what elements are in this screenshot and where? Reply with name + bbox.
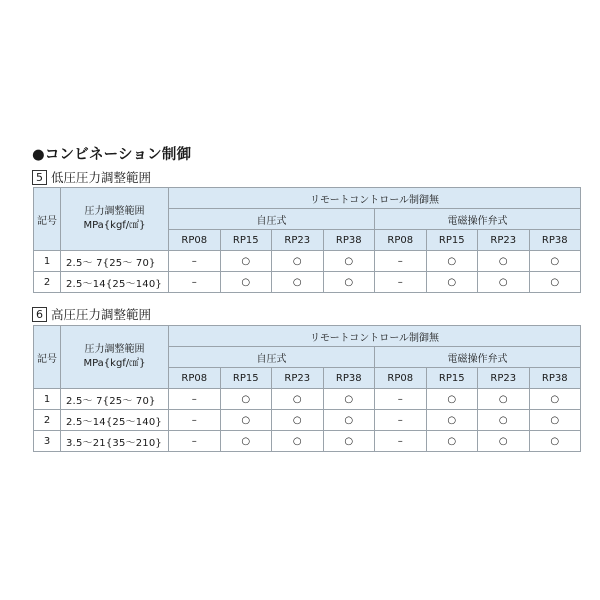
table-row [34, 431, 581, 452]
section-6-number: 6 [32, 307, 47, 322]
row-symbol: 2 [34, 410, 61, 431]
symbol-header: 記号 [34, 326, 61, 389]
model-header: RP23 [272, 230, 324, 251]
cell-mark: ○ [220, 272, 272, 293]
model-header: RP15 [426, 230, 478, 251]
solenoid-valve-header: 電磁操作弁式 [375, 209, 581, 230]
solenoid-valve-header: 電磁操作弁式 [375, 347, 581, 368]
cell-mark: ○ [323, 272, 375, 293]
control-group-header: リモートコントロール制御無 [169, 188, 581, 209]
cell-mark: – [169, 431, 221, 452]
cell-mark: – [169, 389, 221, 410]
table-row [34, 389, 581, 410]
cell-mark: – [375, 389, 427, 410]
cell-mark: – [169, 410, 221, 431]
row-range: 2.5～ 7{25～ 70} [61, 251, 169, 272]
cell-mark: ○ [323, 431, 375, 452]
model-header: RP15 [220, 368, 272, 389]
cell-mark: ○ [220, 431, 272, 452]
cell-mark: ○ [529, 410, 581, 431]
section-5-number: 5 [32, 170, 47, 185]
cell-mark: – [375, 410, 427, 431]
row-symbol: 3 [34, 431, 61, 452]
model-header: RP23 [478, 230, 530, 251]
cell-mark: ○ [478, 431, 530, 452]
model-header: RP08 [169, 230, 221, 251]
cell-mark: ○ [426, 431, 478, 452]
model-header: RP08 [375, 230, 427, 251]
cell-mark: – [375, 431, 427, 452]
cell-mark: ○ [220, 410, 272, 431]
section-6-title: 高圧圧力調整範囲 [51, 307, 152, 322]
cell-mark: ○ [220, 389, 272, 410]
model-header: RP23 [272, 368, 324, 389]
cell-mark: ○ [323, 251, 375, 272]
section-6-table [33, 325, 581, 452]
cell-mark: – [169, 251, 221, 272]
cell-mark: ○ [426, 251, 478, 272]
model-header: RP38 [529, 368, 581, 389]
model-header: RP15 [220, 230, 272, 251]
table-row [34, 272, 581, 293]
cell-mark: ○ [426, 389, 478, 410]
cell-mark: ○ [478, 389, 530, 410]
cell-mark: – [169, 272, 221, 293]
range-header: 圧力調整範囲 MPa{kgf/㎠} [61, 326, 169, 389]
model-header: RP38 [323, 230, 375, 251]
cell-mark: ○ [478, 251, 530, 272]
cell-mark: ○ [323, 410, 375, 431]
cell-mark: ○ [426, 272, 478, 293]
cell-mark: ○ [478, 272, 530, 293]
self-pressure-header: 自圧式 [169, 209, 375, 230]
model-header: RP23 [478, 368, 530, 389]
cell-mark: ○ [272, 431, 324, 452]
cell-mark: – [375, 251, 427, 272]
section-5-table [33, 187, 581, 293]
cell-mark: ○ [426, 410, 478, 431]
cell-mark: ○ [478, 410, 530, 431]
section-5-title: 低圧圧力調整範囲 [51, 170, 152, 185]
page-heading: ●コンビネーション制御 [32, 147, 192, 163]
row-range: 2.5～14{25～140} [61, 272, 169, 293]
model-header: RP15 [426, 368, 478, 389]
model-header: RP38 [323, 368, 375, 389]
cell-mark: ○ [272, 272, 324, 293]
row-symbol: 1 [34, 251, 61, 272]
row-symbol: 1 [34, 389, 61, 410]
model-header: RP08 [169, 368, 221, 389]
row-symbol: 2 [34, 272, 61, 293]
cell-mark: ○ [529, 251, 581, 272]
section-5-header [32, 168, 151, 186]
table-row [34, 251, 581, 272]
cell-mark: – [375, 272, 427, 293]
cell-mark: ○ [272, 251, 324, 272]
cell-mark: ○ [220, 251, 272, 272]
cell-mark: ○ [529, 389, 581, 410]
model-header: RP08 [375, 368, 427, 389]
control-group-header: リモートコントロール制御無 [169, 326, 581, 347]
self-pressure-header: 自圧式 [169, 347, 375, 368]
cell-mark: ○ [272, 410, 324, 431]
row-range: 2.5～ 7{25～ 70} [61, 389, 169, 410]
cell-mark: ○ [323, 389, 375, 410]
row-range: 2.5～14{25～140} [61, 410, 169, 431]
symbol-header: 記号 [34, 188, 61, 251]
cell-mark: ○ [272, 389, 324, 410]
section-6-header [32, 305, 151, 323]
model-header: RP38 [529, 230, 581, 251]
cell-mark: ○ [529, 431, 581, 452]
cell-mark: ○ [529, 272, 581, 293]
row-range: 3.5～21{35～210} [61, 431, 169, 452]
table-row [34, 410, 581, 431]
range-header: 圧力調整範囲 MPa{kgf/㎠} [61, 188, 169, 251]
